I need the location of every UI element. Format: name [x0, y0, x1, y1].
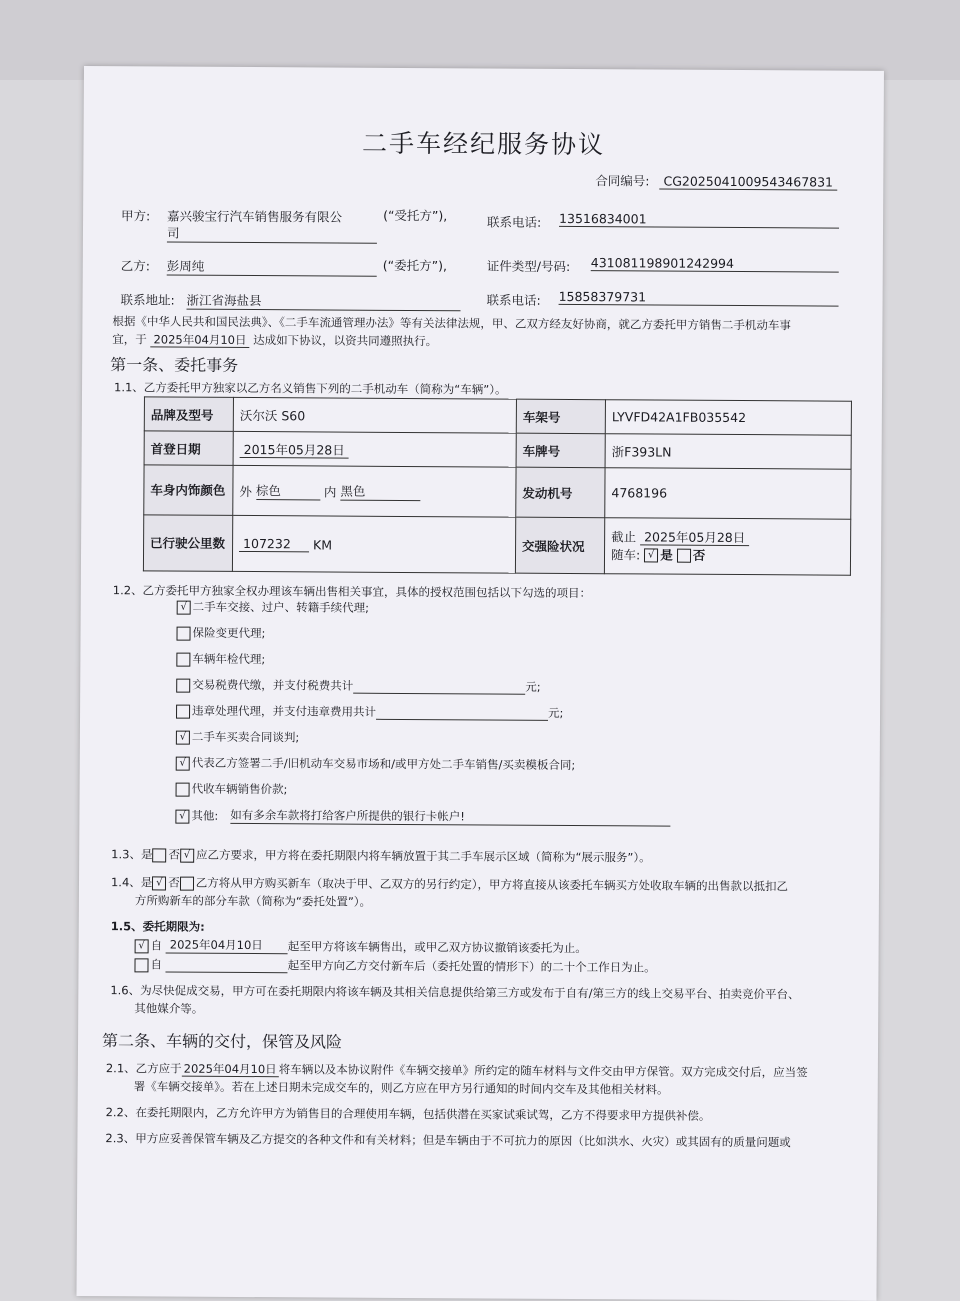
brand-label: 品牌及型号: [144, 397, 233, 432]
preamble-line1: 根据《中华人民共和国民法典》、《二手车流通管理办法》等有关法律法规，甲、乙双方经友好协商，就乙方委托甲方销售二手机动车事: [112, 314, 791, 333]
exterior-color: 棕色: [256, 481, 320, 500]
option-checkbox[interactable]: √: [175, 809, 189, 823]
term-option-2-checkbox[interactable]: [134, 958, 148, 972]
contract-number-value: CG2025041009543467831: [659, 174, 837, 191]
clause-1-1: 1.1、乙方委托甲方独家以乙方名义销售下列的二手机动车（简称为“车辆”）。: [113, 380, 507, 397]
party-b-id-label: 证件类型/号码:: [486, 258, 571, 274]
option-item: 保险变更代理;: [176, 625, 671, 654]
other-text: 如有多余车款将打给客户所提供的银行卡帐户!: [230, 807, 670, 827]
clause-2-1: 2.1、乙方应于 2025年04月10日 将车辆以及本协议附件《车辆交接单》所约定的随车材料与文件交由甲方保管。双方完成交付后，应当签: [105, 1061, 808, 1080]
engine-value: 4768196: [605, 468, 851, 520]
mileage-cell: 107232 KM: [232, 515, 515, 573]
color-cell: 外 棕色 内 黑色: [233, 465, 516, 517]
insurance-cell: 截止 2025年05月28日 随车: √ 是 否: [604, 518, 850, 576]
option-item: 交易税费代缴，并支付税费共计 元;: [176, 677, 671, 706]
contact-phone-label: 联系电话:: [486, 292, 541, 308]
clause-1-6-line2: 其他媒介等。: [134, 1001, 204, 1016]
party-a-name: 嘉兴骏宝行汽车销售服务有限公: [167, 208, 343, 225]
option-item: √ 其他: 如有多余车款将打给客户所提供的银行卡帐户!: [175, 807, 670, 836]
authorization-options: [175, 599, 671, 836]
reg-date-label: 首登日期: [144, 431, 233, 466]
party-a-label: 甲方:: [121, 208, 151, 224]
vin-label: 车架号: [516, 399, 605, 434]
brand-value: 沃尔沃 S60: [233, 397, 516, 433]
clause-1-5-label: 1.5、委托期限为:: [110, 919, 205, 934]
contact-phone: 15858379731: [559, 289, 839, 307]
contract-number: 合同编号: CG2025041009543467831: [595, 171, 837, 190]
option-item: √ 二手车交接、过户、转籍手续代理;: [177, 599, 672, 628]
section-2-heading: 第二条、车辆的交付，保管及风险: [101, 1031, 343, 1052]
option-checkbox[interactable]: [176, 678, 190, 692]
option-checkbox[interactable]: √: [177, 600, 191, 614]
party-a-role: (“受托方”),: [383, 207, 448, 224]
clause-1-2: 1.2、乙方委托甲方独家全权办理该车辆出售相关事宜，具体的授权范围包括以下勾选的项目：: [112, 583, 592, 601]
option-checkbox[interactable]: √: [176, 756, 190, 770]
term-option-2-date-field[interactable]: [166, 972, 288, 974]
party-b-role: (“委托方”),: [382, 257, 448, 274]
party-a-name-line2: 司: [167, 224, 377, 244]
clause-1-4-line2: 方所购新车的部分车款（简称为“委托处置”）。: [134, 893, 372, 909]
plate-value: 浙F393LN: [605, 434, 851, 470]
insurance-yes-checkbox[interactable]: √: [644, 548, 658, 562]
party-b-name: 彭周纯: [167, 257, 377, 277]
trade-in-yes-checkbox[interactable]: √: [152, 876, 166, 890]
party-b-id: 431081198901242994: [591, 255, 839, 273]
tax-amount-field[interactable]: [353, 693, 525, 695]
mileage-label: 已行驶公里数: [143, 515, 232, 572]
clause-2-1-line2: 署《车辆交接单》。若在上述日期未完成交车的，则乙方应在甲方另行通知的时间内交车及其他相关材料。: [133, 1079, 669, 1097]
party-b-label: 乙方:: [120, 258, 151, 274]
option-item: 代收车辆销售价款;: [175, 781, 670, 810]
term-start-date: 2025年04月10日: [166, 937, 288, 955]
interior-color: 黑色: [340, 482, 420, 501]
option-item: 车辆年检代理;: [176, 651, 671, 680]
option-checkbox[interactable]: [176, 652, 190, 666]
vehicle-table: [143, 396, 852, 575]
insurance-label: 交强险状况: [515, 517, 604, 574]
term-option-1-checkbox[interactable]: √: [135, 939, 149, 953]
term-option-2: 自 起至甲方向乙方交付新车后（委托处置的情形下）的二十个工作日为止。: [134, 956, 655, 975]
reg-date-cell: [233, 431, 516, 467]
option-checkbox[interactable]: [176, 626, 190, 640]
insurance-no-checkbox[interactable]: [677, 549, 691, 563]
reg-date-value: 2015年05月28日: [240, 441, 349, 458]
contact-address: 浙江省海盐县: [187, 291, 461, 312]
showroom-yes-checkbox[interactable]: [152, 848, 166, 862]
option-item: √ 代表乙方签署二手/旧机动车交易市场和/或甲方处二手车销售/买卖模板合同;: [176, 755, 671, 784]
clause-2-2: 2.2、在委托期限内，乙方允许甲方为销售目的合理使用车辆，包括供潜在买家试乘试驾，乙方不得要求甲方提供补偿。: [105, 1105, 711, 1123]
clause-2-3: 2.3、甲方应妥善保管车辆及乙方提交的各种文件和有关材料；但是车辆由于不可抗力的原因（比如洪水、火灾）或其固有的质量问题或: [105, 1131, 791, 1150]
mileage-value: 107232: [239, 535, 309, 551]
showroom-no-checkbox[interactable]: √: [180, 848, 194, 862]
violation-amount-field[interactable]: [376, 719, 548, 721]
plate-label: 车牌号: [516, 433, 605, 468]
clause-1-4: 1.4、是 √ 否 乙方将从甲方购买新车（取决于甲、乙双方的另行约定），甲方将直接从该委托车辆买方处收取车辆的出售款以抵扣乙: [110, 875, 789, 894]
insurance-date: 2025年05月28日: [640, 529, 749, 546]
trade-in-no-checkbox[interactable]: [180, 876, 194, 890]
option-checkbox[interactable]: [176, 782, 190, 796]
option-checkbox[interactable]: [176, 704, 190, 718]
option-item: √ 二手车买卖合同谈判;: [176, 729, 671, 758]
contact-address-label: 联系地址:: [120, 292, 175, 308]
preamble-line2: 宜，于 2025年04月10日 达成如下协议，以资共同遵照执行。: [112, 332, 438, 349]
option-item: 违章处理代理，并支付违章费用共计 元;: [176, 703, 671, 732]
color-label: 车身内饰颜色: [144, 465, 233, 516]
party-a-phone-label: 联系电话:: [487, 214, 542, 230]
section-1-heading: 第一条、委托事务: [110, 355, 239, 375]
term-option-1: √ 自 2025年04月10日 起至甲方将该车辆售出，或甲乙双方协议撤销该委托为止。: [135, 936, 587, 956]
vin-value: LYVFD42A1FB035542: [605, 400, 851, 436]
contract-page: [76, 66, 883, 1301]
preamble-date: 2025年04月10日: [150, 332, 249, 348]
handover-date: 2025年04月10日: [182, 1062, 279, 1078]
clause-1-6: 1.6、为尽快促成交易，甲方可在委托期限内将该车辆及其相关信息提供给第三方或发布于自有/第三方的线上交易平台、拍卖竞价平台、: [110, 983, 800, 1002]
option-checkbox[interactable]: √: [176, 730, 190, 744]
party-a-phone: 13516834001: [559, 211, 839, 229]
page-title: 二手车经纪服务协议: [361, 128, 606, 160]
clause-1-3: 1.3、是 否 √ 应乙方要求，甲方将在委托期限内将车辆放置于其二手车展示区域（简称为“展示服务”）。: [111, 847, 651, 865]
engine-label: 发动机号: [516, 467, 605, 518]
